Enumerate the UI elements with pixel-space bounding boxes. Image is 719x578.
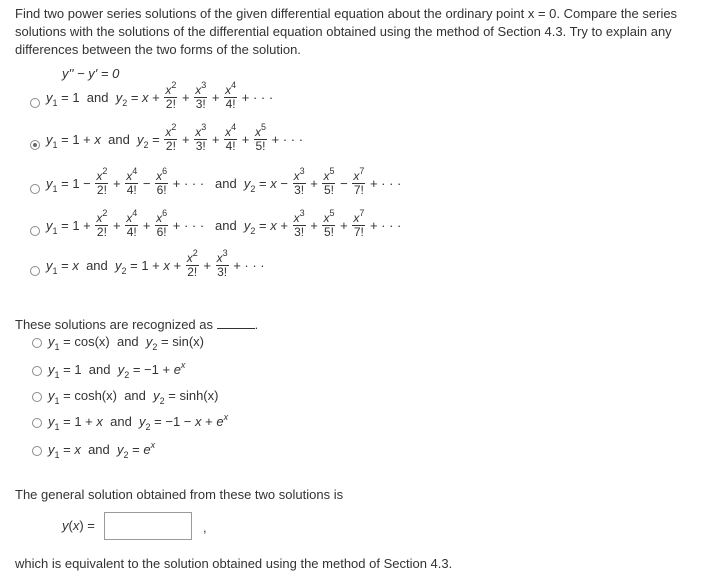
- series-option-2-radio[interactable]: [30, 140, 40, 150]
- series-option-1-radio[interactable]: [30, 98, 40, 108]
- series-option-3-radio[interactable]: [30, 184, 40, 194]
- recognized-option-2[interactable]: $y_1 = 1$ and $y_2 = -1 + e^x$: [48, 360, 186, 380]
- recognized-prompt: These solutions are recognized as .: [15, 317, 259, 332]
- series-option-5-radio[interactable]: [30, 266, 40, 276]
- series-option-1[interactable]: $y_1 = 1$ and $y_2 = x$ + $\frac{x^2}{2!}$ + $\frac{x^3}{3!}$ + $\frac{x^4}{4!}$ + · · ·: [46, 80, 274, 111]
- recognized-option-5[interactable]: $y_1 = x$ and $y_2 = e^x$: [48, 440, 156, 460]
- recognized-option-3[interactable]: $y_1 = \cosh(x)$ and $y_2 = \sinh(x)$: [48, 388, 219, 406]
- recognized-option-5-radio[interactable]: [32, 446, 42, 456]
- series-option-4[interactable]: $y_1 = 1$ + $\frac{x^2}{2!}$ + $\frac{x^4}{4!}$ + $\frac{x^6}{6!}$ + · · · and $y_2 = x$ + $\frac{x^3}{3!}$ + $\frac{x^5}{5!}$ + $\frac{x^7}{7!}$ + · · ·: [46, 208, 402, 239]
- differential-equation: y'' − y' = 0: [62, 66, 120, 81]
- recognized-option-2-radio[interactable]: [32, 366, 42, 376]
- footer-text: which is equivalent to the solution obtained using the method of Section 4.3.: [15, 556, 453, 571]
- general-solution-text: The general solution obtained from these two solutions is: [15, 487, 344, 502]
- recognized-option-3-radio[interactable]: [32, 392, 42, 402]
- general-solution-comma: ,: [203, 520, 207, 535]
- series-option-5[interactable]: $y_1 = x$ and $y_2 = 1 + x$ + $\frac{x^2}{2!}$ + $\frac{x^3}{3!}$ + · · ·: [46, 248, 265, 279]
- series-option-3[interactable]: $y_1 = 1$ − $\frac{x^2}{2!}$ + $\frac{x^4}{4!}$ − $\frac{x^6}{6!}$ + · · · and $y_2 = x$ − $\frac{x^3}{3!}$ + $\frac{x^5}{5!}$ − $\frac{x^7}{7!}$ + · · ·: [46, 166, 402, 197]
- recognized-option-4[interactable]: $y_1 = 1 + x$ and $y_2 = -1 - x + e^x$: [48, 412, 229, 432]
- series-option-4-radio[interactable]: [30, 226, 40, 236]
- recognized-blank: [217, 318, 255, 329]
- recognized-option-4-radio[interactable]: [32, 418, 42, 428]
- recognized-option-1-radio[interactable]: [32, 338, 42, 348]
- question-text: Find two power series solutions of the given differential equation about the ordinary point x = 0. Compare the series solutions with the solutions of the differential equation obtained using the method of Section 4.3. Try to explain any differences between the two forms of the solution.: [15, 6, 678, 57]
- general-solution-input[interactable]: [104, 512, 192, 540]
- series-option-2[interactable]: $y_1 = 1 + x$ and $y_2$ = $\frac{x^2}{2!}$ + $\frac{x^3}{3!}$ + $\frac{x^4}{4!}$ + $\frac{x^5}{5!}$ + · · ·: [46, 122, 304, 153]
- general-solution-label: y(x) =: [62, 518, 95, 533]
- recognized-option-1[interactable]: $y_1 = \cos(x)$ and $y_2 = \sin(x)$: [48, 334, 204, 352]
